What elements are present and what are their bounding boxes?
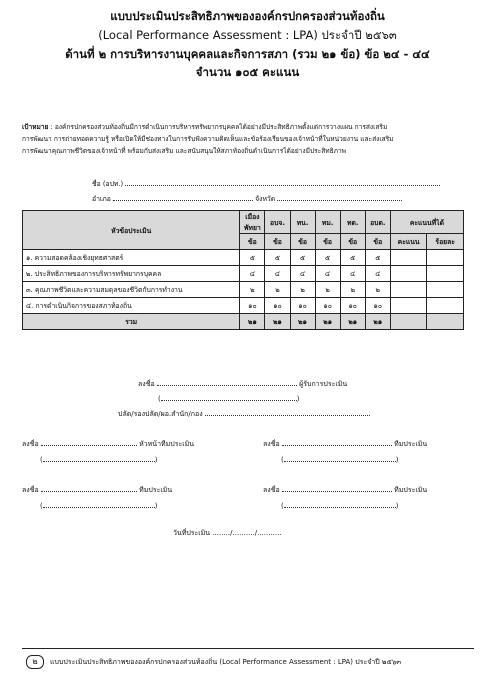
name-line[interactable] <box>161 392 297 401</box>
objective-text-1: : องค์กรปกครองส่วนท้องถิ่นมีการดำเนินการบริหารทรัพยากรบุคคลได้อย่างมีประสิทธิภาพตั้งแต่การวางแผน การส่งเสริม <box>50 123 388 131</box>
row-value: ๒ <box>365 282 390 298</box>
team-assessor-name-paren[interactable]: ( ) <box>40 499 157 510</box>
header-org-type: ทต. <box>340 211 365 234</box>
row-value: ๒ <box>315 282 340 298</box>
position-label: ปลัด/รองปลัด/ผอ.สำนัก/กอง <box>118 410 203 418</box>
row-value: ๒ <box>340 282 365 298</box>
objective-label: เป้าหมาย <box>22 123 49 131</box>
date-label: วันที่ประเมิน <box>173 529 211 537</box>
row-value: ๕ <box>340 250 365 266</box>
date-blank[interactable]: ......../........../........... <box>212 529 282 537</box>
row-value: ๒ <box>240 282 265 298</box>
org-name-blank[interactable] <box>125 177 440 186</box>
org-name-label: ชื่อ (อปท.) <box>92 180 124 188</box>
sign-prefix: ลงชื่อ <box>22 440 39 448</box>
row-value: ๑๐ <box>240 298 265 314</box>
row-value: ๒ <box>265 282 290 298</box>
header-org-type: ทม. <box>315 211 340 234</box>
form-title: แบบประเมินประสิทธิภาพขององค์กรปกครองส่วนท้องถิ่น <box>110 9 385 23</box>
name-line[interactable] <box>284 499 396 508</box>
objective-text-2: การพัฒนา การถ่ายทอดความรู้ หรือเปิดให้มีช่องทางในการรับฟังความคิดเห็นและข้อร้องเรียนของเจ้าหน้าที่ในหน่วยงาน และส่งเสริม <box>22 135 394 143</box>
row-value: ๔ <box>290 266 315 282</box>
row-value: ๕ <box>265 250 290 266</box>
score-cell[interactable] <box>390 250 427 266</box>
assessment-table <box>22 210 464 330</box>
assessee-signature[interactable] <box>138 377 347 390</box>
percent-cell[interactable] <box>427 266 464 282</box>
head-assessor-signature[interactable] <box>22 437 222 450</box>
signature-line[interactable] <box>282 437 392 446</box>
team-assessor-label: ทีมประเมิน <box>394 440 428 448</box>
head-assessor-label: หัวหน้าทีมประเมิน <box>139 440 194 448</box>
province-label: จังหวัด <box>255 195 276 203</box>
team-assessor-name-paren[interactable]: ( ) <box>281 453 398 464</box>
total-value: ๒๑ <box>240 314 265 330</box>
row-value: ๕ <box>240 250 265 266</box>
row-topic: ๔. การดำเนินกิจการของสภาท้องถิ่น <box>23 298 240 314</box>
row-value: ๕ <box>315 250 340 266</box>
footer-text: แบบประเมินประสิทธิภาพขององค์กรปกครองส่วนท้องถิ่น (Local Performance Assessment : LPA) ประจำปี ๒๕๖๓ <box>50 658 402 666</box>
header-org-type: อบต. <box>365 211 390 234</box>
total-value: ๒๑ <box>265 314 290 330</box>
header-item: ข้อ <box>265 234 290 250</box>
signature-line[interactable] <box>157 377 297 386</box>
row-value: ๔ <box>240 266 265 282</box>
page-footer <box>22 648 474 669</box>
total-percent-cell[interactable] <box>427 314 464 330</box>
position-line[interactable] <box>205 407 370 416</box>
name-line[interactable] <box>43 499 155 508</box>
head-assessor-name-paren[interactable]: ( ) <box>40 453 157 464</box>
score-cell[interactable] <box>390 298 427 314</box>
signature-line[interactable] <box>41 437 137 446</box>
team-assessor-signature[interactable] <box>263 483 473 496</box>
assessee-label: ผู้รับการประเมิน <box>299 380 348 388</box>
assessment-date[interactable] <box>173 528 282 539</box>
district-blank[interactable] <box>113 192 253 201</box>
total-value: ๒๑ <box>340 314 365 330</box>
sign-prefix: ลงชื่อ <box>263 486 280 494</box>
org-name-field[interactable] <box>92 177 472 189</box>
score-cell[interactable] <box>390 282 427 298</box>
row-value: ๑๐ <box>290 298 315 314</box>
total-label: รวม <box>23 314 240 330</box>
table-row <box>23 250 464 266</box>
header-item: ข้อ <box>340 234 365 250</box>
sign-prefix: ลงชื่อ <box>22 486 39 494</box>
team-assessor-signature[interactable] <box>263 437 473 450</box>
header-org-type: เมือง พัทยา <box>240 211 265 234</box>
total-value: ๒๑ <box>290 314 315 330</box>
row-value: ๕ <box>365 250 390 266</box>
percent-cell[interactable] <box>427 298 464 314</box>
objective-paragraph <box>22 121 472 157</box>
header-score-percent: ร้อยละ <box>427 234 464 250</box>
sign-prefix: ลงชื่อ <box>263 440 280 448</box>
signature-line[interactable] <box>282 483 392 492</box>
team-assessor-label: ทีมประเมิน <box>139 486 173 494</box>
objective-text-3: การพัฒนาคุณภาพชีวิตของเจ้าหน้าที่ พร้อมกับส่งเสริม และสนับสนุนให้สภาท้องถิ่นดำเนินการได้อย่างมีประสิทธิภาพ <box>22 147 347 155</box>
table-row <box>23 266 464 282</box>
row-topic: ๑. ความสอดคล้องเชิงยุทธศาสตร์ <box>23 250 240 266</box>
table-row <box>23 282 464 298</box>
row-value: ๒ <box>290 282 315 298</box>
row-value: ๔ <box>265 266 290 282</box>
total-value: ๒๑ <box>365 314 390 330</box>
total-score-cell[interactable] <box>390 314 427 330</box>
district-label: อำเภอ <box>92 195 111 203</box>
row-value: ๑๐ <box>315 298 340 314</box>
row-value: ๔ <box>315 266 340 282</box>
team-assessor-signature[interactable] <box>22 483 222 496</box>
header-org-type: ทน. <box>290 211 315 234</box>
district-province-field[interactable] <box>92 192 472 204</box>
header-item: ข้อ <box>315 234 340 250</box>
header-topic: หัวข้อประเมิน <box>23 211 240 250</box>
sign-prefix: ลงชื่อ <box>138 380 155 388</box>
row-value: ๑๐ <box>340 298 365 314</box>
percent-cell[interactable] <box>427 250 464 266</box>
row-value: ๕ <box>290 250 315 266</box>
team-assessor-label: ทีมประเมิน <box>394 486 428 494</box>
header-score-points: คะแนน <box>390 234 427 250</box>
name-line[interactable] <box>284 453 396 462</box>
signature-line[interactable] <box>41 483 137 492</box>
header-org-type: อบจ. <box>265 211 290 234</box>
header-item: ข้อ <box>365 234 390 250</box>
name-line[interactable] <box>43 453 155 462</box>
header-score: คะแนนที่ได้ <box>390 211 463 234</box>
table-row <box>23 298 464 314</box>
row-value: ๔ <box>365 266 390 282</box>
form-subtitle: (Local Performance Assessment : LPA) ประจำปี ๒๕๖๓ <box>98 28 397 42</box>
page-number: ๒ <box>26 655 44 669</box>
percent-cell[interactable] <box>427 282 464 298</box>
row-value: ๑๐ <box>365 298 390 314</box>
section-title: ด้านที่ ๒ การบริหารงานบุคคลและกิจการสภา (รวม ๒๑ ข้อ) ข้อ ๒๔ - ๔๔ <box>65 47 430 61</box>
assessee-position[interactable] <box>118 407 370 420</box>
score-cell[interactable] <box>390 266 427 282</box>
row-value: ๑๐ <box>265 298 290 314</box>
team-assessor-name-paren[interactable]: ( ) <box>281 499 398 510</box>
header-item: ข้อ <box>290 234 315 250</box>
score-total-title: จำนวน ๑๐๕ คะแนน <box>195 65 300 79</box>
total-value: ๒๑ <box>315 314 340 330</box>
row-topic: ๒. ประสิทธิภาพของการบริหารทรัพยากรบุคคล <box>23 266 240 282</box>
header-item: ข้อ <box>240 234 265 250</box>
assessee-name-paren[interactable]: ( ) <box>158 392 299 403</box>
row-value: ๔ <box>340 266 365 282</box>
row-topic: ๓. คุณภาพชีวิตและความสมดุลของชีวิตกับการทำงาน <box>23 282 240 298</box>
total-row <box>23 314 464 330</box>
province-blank[interactable] <box>277 192 402 201</box>
